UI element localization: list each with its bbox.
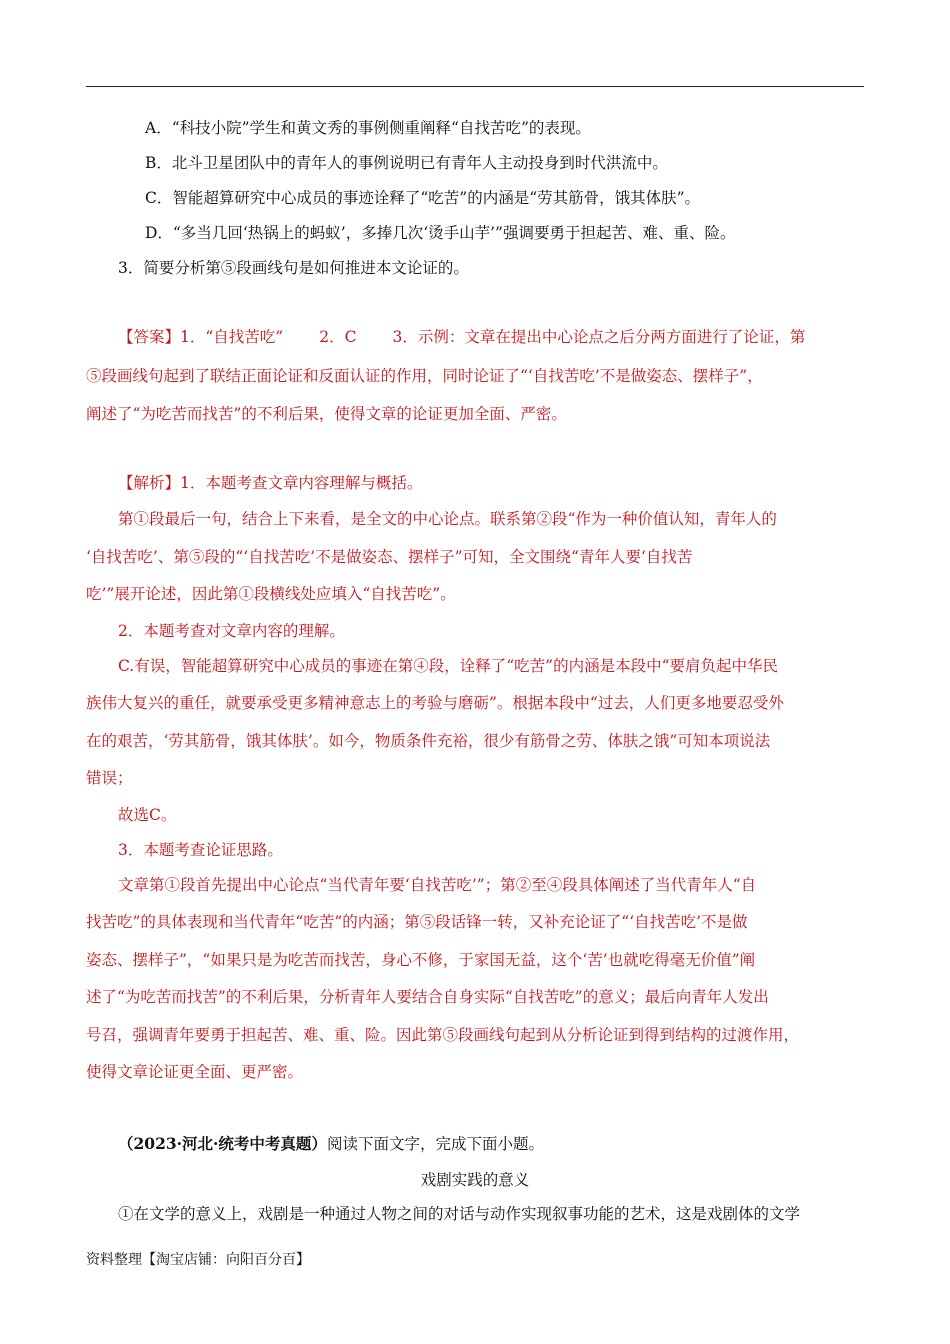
analysis-line-13: 找苦吃”的具体表现和当代青年“吃苦”的内涵；第⑤段话锋一转，又补充论证了“‘自找苦吃’不是做 [86, 913, 748, 931]
analysis-tag: 【解析】 [118, 474, 181, 492]
article-title: 戏剧实践的意义 [420, 1171, 530, 1189]
answer-1: 1．“自找苦吃” [180, 328, 284, 346]
option-b: B．北斗卫星团队中的青年人的事例说明已有青年人主动投身到时代洪流中。 [145, 154, 668, 172]
analysis-line-1 [118, 473, 422, 493]
option-c: C．智能超算研究中心成员的事迹诠释了“吃苦”的内涵是“劳其筋骨，饿其体肤”。 [145, 189, 701, 207]
analysis-line-4: 吃’”展开论述，因此第①段横线处应填入“自找苦吃”。 [86, 585, 456, 603]
analysis-line-12: 文章第①段首先提出中心论点“当代青年要‘自找苦吃’”；第②至④段具体阐述了当代青年人“自 [118, 876, 757, 894]
header-rule [86, 86, 864, 87]
answer-line-3: 阐述了“为吃苦而找苦”的不利后果，使得文章的论证更加全面、严密。 [86, 405, 567, 423]
answer-line-2: ⑤段画线句起到了联结正面论证和反面认证的作用，同时论证了“‘自找苦吃’不是做姿态、摆样子”， [86, 367, 763, 385]
exam-source: （2023·河北·统考中考真题） [118, 1134, 327, 1153]
analysis-line-9: 错误； [86, 769, 133, 787]
analysis-line-15: 述了“为吃苦而找苦”的不利后果，分析青年人要结合自身实际“自找苦吃”的意义；最后向青年人发出 [86, 988, 769, 1006]
answer-line-1 [118, 327, 805, 347]
answer-3: 3．示例：文章在提出中心论点之后分两方面进行了论证，第 [392, 328, 806, 346]
answer-2: 2．C [319, 328, 357, 346]
answer-tag: 【答案】 [118, 328, 181, 346]
analysis-line-10: 故选C。 [118, 806, 177, 824]
option-a: A．“科技小院”学生和黄文秀的事例侧重阐释“自找苦吃”的表现。 [145, 119, 591, 137]
analysis-line-16: 号召，强调青年要勇于担起苦、难、重、险。因此第⑤段画线句起到从分析论证到得到结构的过渡作用， [86, 1026, 800, 1044]
analysis-line-2: 第①段最后一句，结合上下来看，是全文的中心论点。联系第②段“作为一种价值认知，青年人的 [118, 510, 777, 528]
question-3: 3．简要分析第⑤段画线句是如何推进本文论证的。 [118, 259, 469, 277]
analysis-line-3: ‘自找苦吃’、第⑤段的“‘自找苦吃’不是做姿态、摆样子”可知，全文围绕“青年人要‘自找苦 [86, 548, 693, 566]
analysis-line-8: 在的艰苦，‘劳其筋骨，饿其体肤’。如今，物质条件充裕，很少有筋骨之劳、体肤之饿”可知本项说法 [86, 732, 771, 750]
analysis-line-5: 2．本题考查对文章内容的理解。 [118, 622, 345, 640]
analysis-line-7: 族伟大复兴的重任，就要承受更多精神意志上的考验与磨砺”。根据本段中“过去，人们更多地要忍受外 [86, 694, 784, 712]
article-para-1: ①在文学的意义上，戏剧是一种通过人物之间的对话与动作实现叙事功能的艺术，这是戏剧体的文学 [118, 1205, 801, 1223]
next-question-header [118, 1134, 544, 1154]
analysis-line-14: 姿态、摆样子”，“如果只是为吃苦而找苦，身心不修，于家国无益，这个‘苦’也就吃得毫无价值”阐 [86, 951, 756, 969]
analysis-text-1: 1．本题考查文章内容理解与概括。 [180, 474, 423, 492]
analysis-line-6: C.有误，智能超算研究中心成员的事迹在第④段，诠释了“吃苦”的内涵是本段中“要肩负起中华民 [118, 657, 779, 675]
footer-note: 资料整理【淘宝店铺：向阳百分百】 [86, 1252, 310, 1268]
analysis-line-11: 3．本题考查论证思路。 [118, 841, 283, 859]
analysis-line-17: 使得文章论证更全面、更严密。 [86, 1063, 304, 1081]
instruction: 阅读下面文字，完成下面小题。 [326, 1135, 544, 1153]
option-d: D．“多当几回‘热锅上的蚂蚁’，多捧几次‘烫手山芋’”强调要勇于担起苦、难、重、险。 [145, 224, 736, 242]
